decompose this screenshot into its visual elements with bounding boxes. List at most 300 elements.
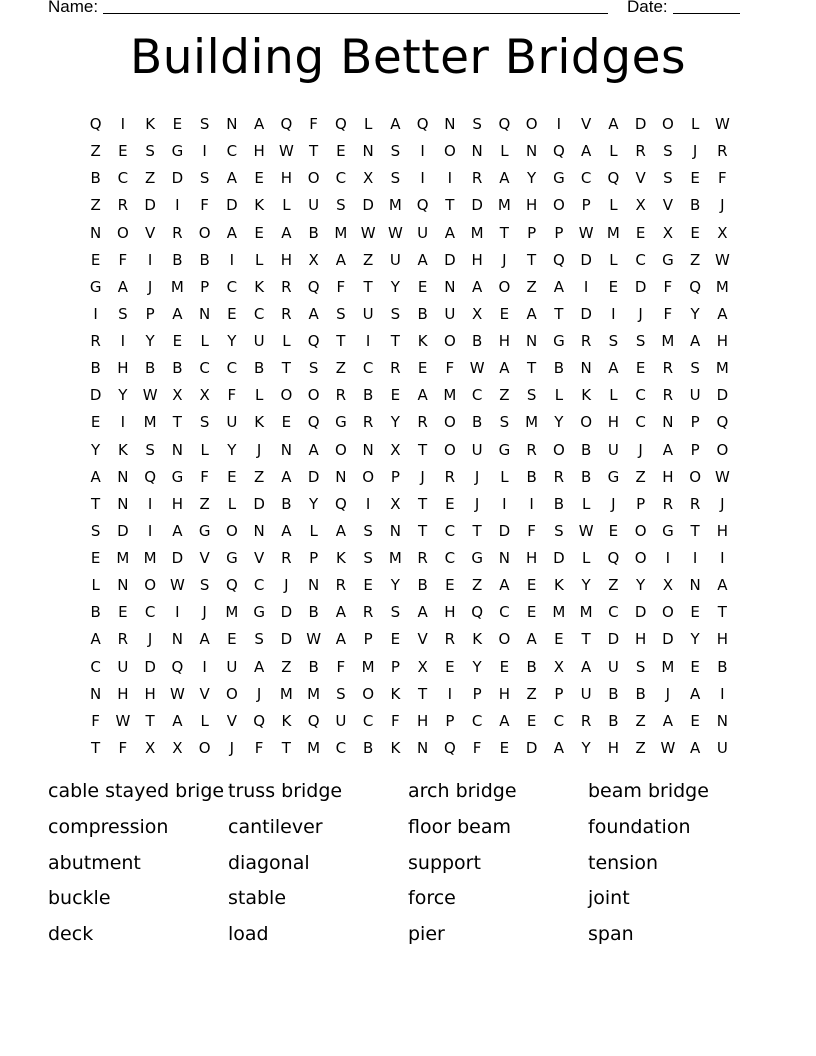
grid-letter: D: [117, 521, 129, 540]
grid-letter: O: [661, 115, 674, 134]
grid-letter: W: [278, 142, 294, 161]
grid-letter: V: [417, 630, 428, 649]
grid-letter: O: [334, 440, 347, 459]
grid-row: [82, 518, 736, 545]
grid-letter: H: [607, 738, 620, 757]
grid-letter: R: [417, 549, 428, 568]
grid-letter: E: [336, 142, 346, 161]
grid-letter: W: [360, 223, 376, 242]
grid-letter: M: [361, 657, 375, 676]
grid-letter: F: [200, 467, 209, 486]
grid-letter: A: [553, 738, 564, 757]
grid-letter: C: [226, 277, 238, 296]
grid-letter: H: [498, 684, 511, 703]
grid-letter: S: [90, 521, 101, 540]
grid-letter: F: [336, 657, 346, 676]
grid-letter: C: [253, 576, 265, 595]
grid-letter: Q: [89, 115, 102, 134]
grid-letter: J: [284, 576, 289, 595]
grid-letter: T: [527, 359, 537, 378]
grid-letter: P: [636, 494, 646, 513]
grid-letter: L: [609, 250, 618, 269]
grid-letter: E: [499, 304, 510, 323]
grid-letter: W: [714, 115, 730, 134]
grid-letter: E: [608, 521, 619, 540]
grid-letter: B: [417, 304, 428, 323]
grid-letter: K: [390, 738, 401, 757]
grid-letter: R: [635, 142, 646, 161]
grid-letter: C: [362, 711, 374, 730]
grid-letter: R: [390, 359, 401, 378]
grid-letter: D: [498, 521, 511, 540]
grid-letter: A: [253, 657, 265, 676]
grid-letter: K: [117, 440, 128, 459]
grid-letter: K: [254, 277, 265, 296]
grid-letter: B: [580, 440, 592, 459]
grid-letter: J: [502, 250, 507, 269]
grid-letter: J: [638, 440, 643, 459]
grid-letter: K: [254, 196, 265, 215]
grid-letter: R: [444, 467, 456, 486]
grid-letter: Y: [581, 738, 591, 757]
grid-letter: A: [308, 304, 319, 323]
grid-letter: B: [362, 738, 374, 757]
word-list-item: truss bridge: [228, 780, 343, 802]
grid-letter: T: [418, 684, 428, 703]
grid-letter: X: [172, 738, 183, 757]
grid-letter: Q: [689, 277, 702, 296]
grid-letter: Y: [690, 304, 700, 323]
grid-letter: D: [553, 549, 565, 568]
grid-letter: E: [254, 169, 264, 188]
grid-row: [82, 437, 736, 464]
grid-letter: Q: [716, 413, 729, 432]
grid-letter: M: [307, 684, 321, 703]
grid-letter: Y: [636, 576, 646, 595]
grid-letter: L: [500, 467, 509, 486]
grid-letter: R: [580, 332, 592, 351]
grid-letter: L: [200, 440, 209, 459]
grid-letter: G: [335, 413, 347, 432]
grid-letter: I: [120, 332, 126, 351]
grid-letter: S: [608, 332, 619, 351]
grid-letter: A: [526, 630, 537, 649]
grid-letter: Z: [335, 359, 347, 378]
grid-letter: A: [253, 115, 265, 134]
grid-letter: A: [689, 332, 701, 351]
date-line[interactable]: [673, 13, 740, 14]
grid-letter: U: [607, 657, 619, 676]
grid-letter: W: [306, 630, 322, 649]
grid-letter: U: [417, 223, 429, 242]
grid-letter: H: [716, 630, 729, 649]
grid-letter: B: [308, 657, 319, 676]
grid-letter: E: [417, 359, 428, 378]
grid-letter: I: [556, 115, 562, 134]
word-list-item: cantilever: [228, 815, 323, 838]
grid-letter: L: [254, 386, 264, 405]
grid-letter: W: [578, 223, 594, 242]
grid-letter: I: [93, 304, 98, 323]
grid-letter: Y: [390, 413, 400, 432]
grid-letter: D: [144, 196, 156, 215]
grid-letter: I: [120, 413, 126, 432]
grid-letter: N: [689, 576, 701, 595]
grid-letter: S: [199, 115, 210, 134]
grid-letter: A: [662, 440, 673, 459]
grid-letter: E: [172, 115, 183, 134]
grid-letter: A: [417, 250, 428, 269]
grid-row: [82, 138, 736, 165]
grid-letter: L: [363, 115, 373, 134]
grid-letter: A: [90, 630, 101, 649]
grid-letter: Z: [635, 711, 646, 730]
grid-letter: D: [307, 467, 320, 486]
grid-letter: J: [229, 738, 235, 757]
grid-letter: E: [635, 223, 646, 242]
grid-letter: T: [281, 359, 291, 378]
grid-letter: X: [553, 657, 565, 676]
grid-letter: X: [172, 386, 183, 405]
grid-letter: S: [663, 142, 673, 161]
grid-letter: S: [390, 304, 401, 323]
grid-letter: I: [583, 277, 589, 296]
word-list-item: joint: [588, 887, 630, 910]
grid-letter: S: [635, 332, 646, 351]
grid-letter: W: [142, 386, 158, 405]
grid-letter: J: [202, 603, 207, 622]
grid-letter: L: [690, 115, 700, 134]
grid-letter: Z: [526, 684, 537, 703]
grid-letter: X: [635, 196, 646, 215]
grid-letter: C: [335, 169, 347, 188]
grid-letter: R: [417, 413, 428, 432]
word-list-item: foundation: [588, 815, 691, 838]
grid-letter: R: [553, 467, 565, 486]
grid-letter: A: [226, 169, 237, 188]
grid-letter: A: [499, 711, 510, 730]
grid-letter: S: [390, 169, 401, 188]
grid-letter: A: [471, 277, 483, 296]
grid-letter: E: [417, 277, 428, 296]
grid-letter: M: [470, 223, 484, 242]
grid-letter: F: [309, 115, 318, 134]
grid-letter: Q: [334, 494, 347, 513]
grid-letter: S: [663, 169, 673, 188]
grid-letter: E: [227, 467, 237, 486]
grid-letter: L: [254, 250, 264, 269]
grid-letter: O: [443, 440, 456, 459]
grid-letter: Q: [552, 142, 565, 161]
grid-letter: Q: [607, 169, 620, 188]
grid-letter: B: [308, 603, 319, 622]
grid-row: [82, 708, 736, 735]
grid-letter: Q: [498, 115, 511, 134]
grid-row: [82, 572, 736, 599]
grid-letter: A: [226, 223, 237, 242]
grid-letter: Q: [253, 711, 266, 730]
grid-letter: T: [172, 413, 182, 432]
grid-letter: T: [363, 277, 373, 296]
grid-letter: G: [226, 549, 238, 568]
grid-letter: U: [716, 738, 728, 757]
grid-letter: G: [171, 467, 184, 486]
grid-letter: M: [579, 603, 593, 622]
grid-letter: T: [309, 142, 319, 161]
grid-letter: B: [253, 359, 265, 378]
grid-letter: C: [90, 657, 101, 676]
grid-letter: T: [91, 738, 101, 757]
grid-letter: B: [90, 359, 101, 378]
grid-letter: C: [635, 250, 646, 269]
grid-letter: D: [471, 196, 483, 215]
grid-row: [82, 626, 736, 653]
grid-letter: Q: [416, 115, 429, 134]
grid-letter: T: [418, 440, 428, 459]
grid-letter: D: [525, 738, 538, 757]
word-list-item: arch bridge: [408, 780, 517, 802]
grid-letter: U: [444, 304, 456, 323]
grid-letter: K: [335, 549, 346, 568]
grid-row: [82, 409, 736, 436]
grid-letter: N: [171, 630, 183, 649]
grid-letter: S: [118, 304, 128, 323]
grid-letter: Z: [471, 576, 483, 595]
grid-letter: F: [663, 304, 673, 323]
grid-letter: H: [253, 142, 265, 161]
grid-letter: C: [580, 169, 592, 188]
grid-letter: Y: [554, 413, 564, 432]
grid-letter: R: [362, 413, 374, 432]
grid-letter: V: [199, 549, 210, 568]
grid-letter: Y: [390, 277, 400, 296]
grid-letter: H: [662, 467, 674, 486]
grid-letter: N: [580, 359, 592, 378]
grid-letter: J: [420, 467, 425, 486]
grid-letter: K: [390, 684, 401, 703]
grid-letter: Y: [91, 440, 101, 459]
grid-letter: A: [499, 169, 510, 188]
grid-letter: M: [143, 413, 157, 432]
grid-letter: A: [444, 223, 455, 242]
grid-letter: R: [117, 196, 129, 215]
word-list-item: stable: [228, 887, 287, 910]
grid-letter: F: [445, 359, 455, 378]
grid-letter: M: [307, 738, 321, 757]
grid-letter: R: [281, 277, 292, 296]
grid-letter: S: [308, 359, 319, 378]
grid-letter: M: [552, 603, 566, 622]
grid-letter: E: [227, 304, 237, 323]
grid-letter: C: [335, 738, 347, 757]
grid-letter: E: [608, 277, 619, 296]
grid-letter: T: [336, 332, 346, 351]
grid-letter: M: [334, 223, 348, 242]
grid-letter: C: [444, 549, 456, 568]
grid-letter: O: [198, 738, 211, 757]
grid-letter: Z: [362, 250, 374, 269]
grid-letter: A: [335, 603, 346, 622]
word-list: [48, 774, 768, 953]
grid-letter: T: [581, 630, 591, 649]
grid-letter: W: [169, 684, 185, 703]
grid-letter: C: [471, 386, 483, 405]
grid-letter: R: [117, 630, 129, 649]
grid-letter: A: [335, 521, 346, 540]
grid-letter: N: [526, 142, 538, 161]
grid-letter: S: [690, 359, 700, 378]
grid-letter: L: [500, 142, 509, 161]
grid-letter: H: [144, 684, 156, 703]
grid-letter: P: [145, 304, 155, 323]
grid-letter: D: [662, 630, 674, 649]
grid-letter: S: [554, 521, 564, 540]
grid-letter: R: [90, 332, 101, 351]
grid-letter: I: [720, 549, 725, 568]
grid-letter: A: [553, 277, 564, 296]
grid-letter: Q: [307, 277, 320, 296]
grid-letter: G: [662, 521, 674, 540]
grid-letter: U: [607, 440, 619, 459]
grid-letter: O: [225, 684, 238, 703]
grid-letter: D: [226, 196, 238, 215]
grid-letter: M: [170, 277, 184, 296]
grid-letter: T: [499, 223, 509, 242]
grid-letter: B: [526, 467, 537, 486]
grid-row: [82, 654, 736, 681]
grid-letter: E: [526, 603, 537, 622]
grid-letter: N: [526, 332, 538, 351]
grid-letter: Q: [552, 250, 565, 269]
grid-letter: D: [634, 115, 647, 134]
grid-letter: B: [635, 684, 646, 703]
grid-letter: H: [171, 494, 184, 513]
grid-letter: P: [445, 711, 455, 730]
grid-letter: C: [117, 169, 129, 188]
grid-letter: M: [715, 359, 729, 378]
grid-letter: I: [420, 169, 425, 188]
grid-letter: T: [527, 250, 537, 269]
grid-letter: D: [144, 657, 156, 676]
grid-letter: T: [418, 494, 428, 513]
grid-letter: Y: [227, 332, 237, 351]
grid-letter: H: [716, 521, 729, 540]
grid-letter: P: [690, 413, 700, 432]
grid-letter: B: [608, 684, 619, 703]
grid-letter: N: [444, 115, 456, 134]
grid-letter: Z: [90, 142, 101, 161]
name-line[interactable]: [103, 13, 608, 14]
grid-letter: Q: [225, 576, 238, 595]
grid-letter: R: [717, 142, 728, 161]
grid-letter: I: [120, 115, 126, 134]
grid-letter: N: [389, 521, 401, 540]
grid-letter: V: [144, 223, 156, 242]
word-list-item: force: [408, 887, 456, 910]
grid-letter: M: [497, 196, 511, 215]
grid-letter: B: [281, 494, 292, 513]
grid-letter: U: [253, 332, 265, 351]
word-list-item: abutment: [48, 851, 141, 874]
grid-letter: Z: [253, 467, 265, 486]
grid-letter: I: [365, 494, 371, 513]
grid-letter: A: [308, 440, 319, 459]
grid-letter: F: [91, 711, 100, 730]
grid-letter: E: [227, 630, 237, 649]
grid-letter: D: [171, 169, 184, 188]
grid-letter: H: [117, 684, 129, 703]
grid-letter: A: [717, 304, 728, 323]
grid-letter: B: [199, 250, 210, 269]
grid-letter: R: [580, 711, 592, 730]
grid-letter: W: [714, 467, 730, 486]
grid-letter: O: [525, 115, 538, 134]
grid-letter: O: [362, 467, 375, 486]
grid-letter: U: [226, 413, 238, 432]
grid-letter: G: [471, 549, 483, 568]
grid-letter: H: [444, 603, 456, 622]
grid-letter: I: [202, 657, 207, 676]
grid-letter: A: [499, 576, 510, 595]
grid-letter: N: [280, 440, 292, 459]
grid-letter: H: [716, 332, 729, 351]
grid-letter: F: [254, 738, 264, 757]
grid-letter: N: [498, 549, 510, 568]
grid-letter: X: [390, 440, 401, 459]
grid-letter: I: [529, 494, 534, 513]
grid-row: [82, 328, 736, 355]
grid-letter: G: [198, 521, 211, 540]
grid-letter: F: [118, 738, 128, 757]
grid-letter: Z: [526, 277, 537, 296]
grid-letter: I: [175, 603, 180, 622]
grid-letter: Q: [171, 657, 184, 676]
grid-letter: M: [225, 603, 239, 622]
word-list-item: diagonal: [228, 851, 310, 874]
grid-letter: V: [635, 169, 646, 188]
grid-letter: Q: [280, 115, 293, 134]
grid-letter: E: [499, 738, 510, 757]
grid-letter: Y: [118, 386, 128, 405]
grid-letter: W: [578, 521, 594, 540]
grid-letter: F: [227, 386, 237, 405]
grid-letter: S: [390, 142, 401, 161]
grid-letter: U: [389, 250, 401, 269]
grid-letter: H: [634, 630, 647, 649]
word-list-item: load: [228, 923, 269, 946]
word-list-item: tension: [588, 851, 659, 874]
grid-letter: T: [690, 521, 700, 540]
grid-letter: E: [445, 657, 455, 676]
grid-letter: A: [417, 603, 428, 622]
grid-letter: D: [716, 386, 729, 405]
grid-letter: E: [90, 250, 101, 269]
grid-letter: I: [420, 142, 425, 161]
grid-letter: I: [147, 521, 153, 540]
grid-letter: I: [147, 250, 153, 269]
grid-letter: W: [387, 223, 403, 242]
grid-letter: N: [90, 684, 102, 703]
grid-letter: S: [390, 603, 401, 622]
grid-letter: N: [199, 304, 211, 323]
grid-letter: X: [390, 494, 401, 513]
grid-row: [82, 301, 736, 328]
grid-letter: A: [172, 711, 183, 730]
grid-letter: X: [417, 657, 428, 676]
grid-letter: T: [91, 494, 101, 513]
grid-letter: E: [554, 630, 564, 649]
grid-letter: Q: [471, 603, 484, 622]
